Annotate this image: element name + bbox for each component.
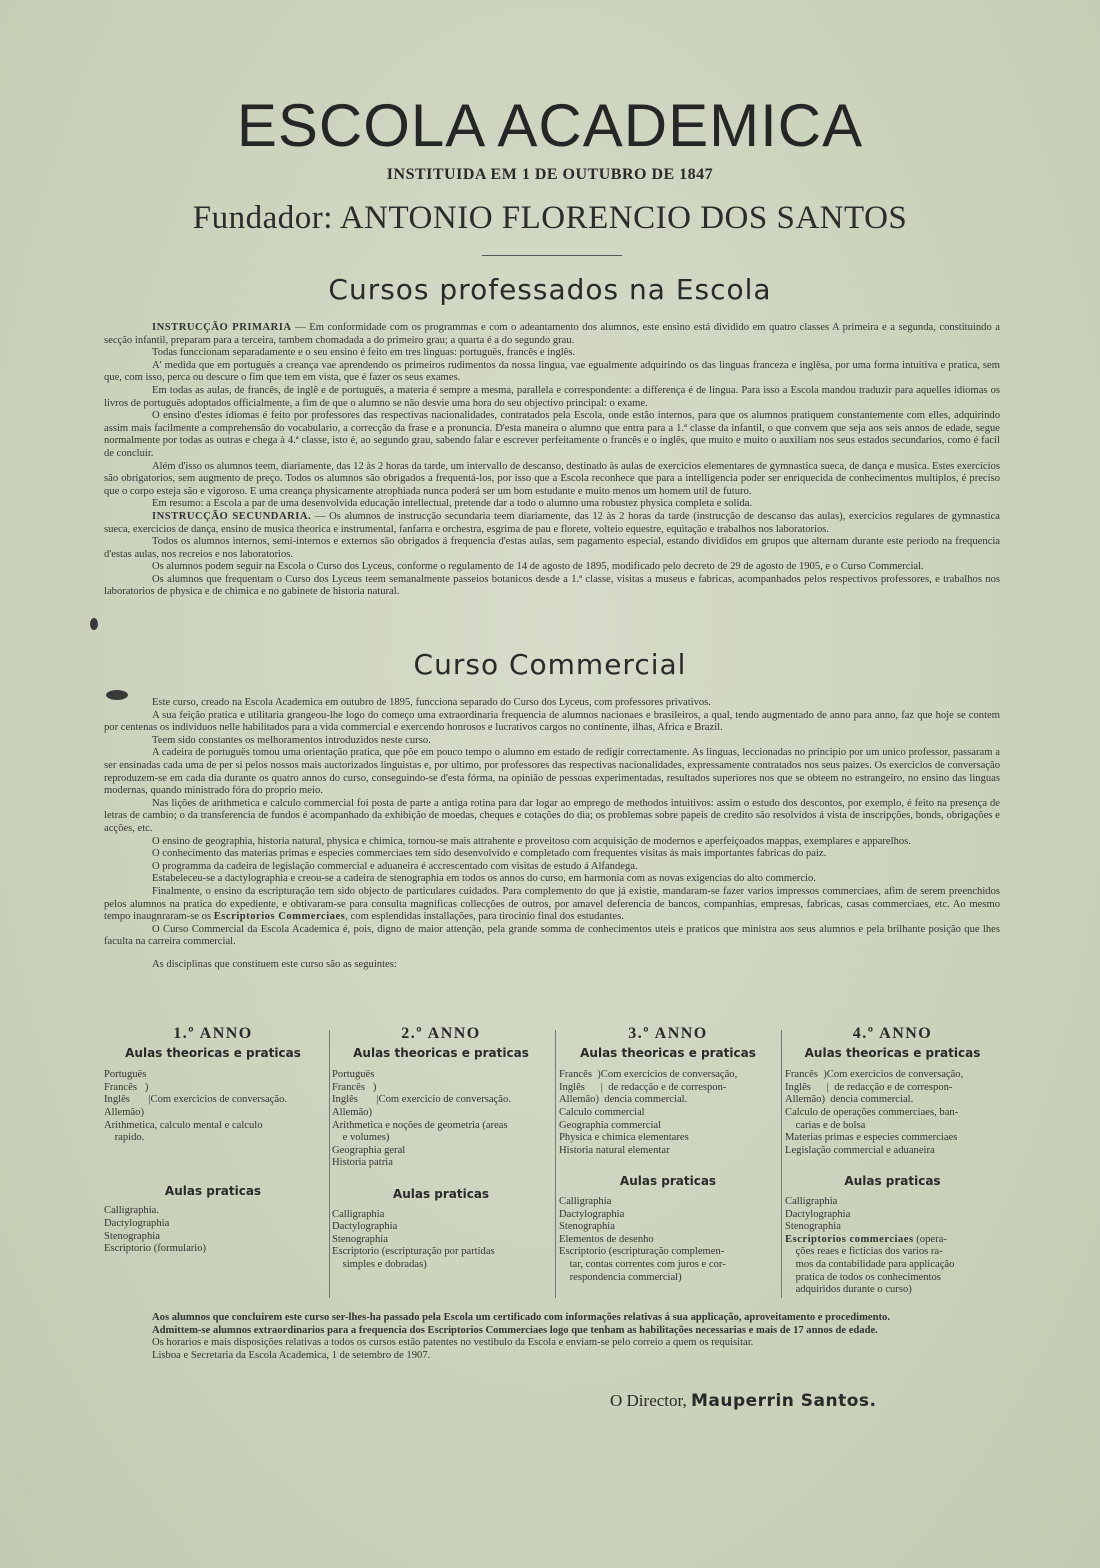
theory-list: Portuguës Francês ) Inglês |Com exercicios de conversação. Allemão) Arithmetica, calculo mental e calculo rapido. [104, 1069, 288, 1144]
offices-name: Escriptorios Commerciaes [213, 911, 346, 923]
theory-label: Aulas theoricas e praticas [353, 1045, 529, 1060]
disciplines-intro: As disciplinas que constituem este curso são as seguintes: [152, 958, 397, 970]
primary-lead: INSTRUCÇÃO PRIMARIA [152, 322, 292, 333]
theory-label: Aulas theoricas e praticas [580, 1045, 756, 1060]
year-heading: 3.º ANNO [628, 1025, 708, 1042]
practice-label: Aulas praticas [844, 1174, 941, 1189]
practice-label: Aulas praticas [619, 1174, 717, 1189]
paragraph: Todos os alumnos internos, semi-internos e externos são obrigados á frequencia d'estas aulas, sem pagamento especial, estando divididos em grupos que alternam durante este periodo na frequencia d'estas aulas, nos recreios e nos laboratorios. [104, 536, 1000, 560]
paragraph: O ensino d'estes idiomas é feito por professores das respectivas nacionalidades, contratados pela Escola, onde estão internos, para que os alumnos pratiquem constantemente com elles, adquirindo assim mais facilmente a comprehensão do vocabulario, a correcção da frase e a pronuncia. D'esta maneira o alumno que entra para a 1.ª classe da infantil, o que convem que seja aos seis annos de edade, segue normalmente por todas as outras e chega à 4.ª classe, isto é, ao segundo grau, sabendo falar e escrever perfeitamente o francês e o inglês, que muito e muito o auxiliam nos seus estados secundarios, como é facil de concluir. [104, 410, 1000, 459]
ink-blot [90, 618, 98, 630]
paragraph: Em resumo: a Escola a par de uma desenvolvida educação intellectual, pretende dar a todo o alumno uma robustez physica completa e solida. [152, 498, 753, 510]
footer-notes [104, 1312, 1000, 1362]
paragraph: O ensino de geographia, historia natural, physica e chimica, tornou-se mais attrahente e proveitoso com acquisição de modernos e aperfeiçoados mappas, exemplares e apparelhos. [152, 835, 911, 847]
year-column-4 [785, 1025, 1000, 1298]
paragraph: A' medida que em portuguës a creança vae aprendendo os primeiros rudimentos da nossa lingua, vae egualmente adquirindo os das linguas franceza e inglêsa, por uma forma intuitiva e pratica, sem que, com isso, perca ou descure o fim que tem em vista, que é fazer os seus exames. [104, 359, 1000, 384]
paragraph: A cadeira de portuguës tomou uma orientação pratica, que põe em pouco tempo o alumno em estado de redigir correctamente. As linguas, leccionadas no principio por um unico professor, passaram a ser ensinadas cada uma de per si pelos nossos mais auctorizados linguistas e, por ultimo, por professores das respectivas nacionalidades, expressamente contratados nos seus paizes. Os exercicios de conversação reproduzem-se em cada dia durante os quatro annos do curso, conseguindo-se d'esta fórma, na opinião de pessoas experimentadas, resultados superiores nos que se obteem no estrangeiro, no ensino das linguas modernas, quando ministrado fóra do proprio meio. [104, 747, 1000, 797]
paragraph: Todas funccionam separadamente e o seu ensino é feito em tres linguas: portuguës, francês e inglês. [152, 347, 576, 359]
practice-list-extra [785, 1234, 1000, 1297]
founding-date: INSTITUIDA EM 1 DE OUTUBRO DE 1847 [386, 166, 714, 183]
primary-text: — Em conformidade com os programmas e com o adeantamento dos alumnos, este ensino está dividido em quatro classes A primeira e a segunda, constituindo a secção infantil, preparam para a terceira, tambem chomadada a do primeiro grau; a quarta é a do segundo grau. [104, 322, 1000, 346]
theory-list: Portuguës Francês ) Inglês |Com exercicio de conversação. Allemão) Arithmetica e noções de geometria (areas e volumes) Geographia geral Historia patria [332, 1069, 511, 1169]
schedule-note: Os horarios e mais disposições relativas a todos os cursos estão patentes no vestibulo da Escola e enviam-se pelo correio a quem os requisitar. [152, 1337, 754, 1349]
year-column-2 [332, 1025, 550, 1298]
secondary-text: — Os alumnos de instrucção secundaria teem diariamente, das 12 às 2 horas da tarde (instrucção de descanso das aulas), exercicios regulares de gymnastica sueca, exercicios de dança, ensino de musica theorica e instrumental, fanfarra e orchestra, esgrima de pau e florete, volteio equestre, equitação e trabalhos nos laboratorios. [104, 510, 1001, 535]
practice-list: Calligraphia Dactylographia Stenographia [785, 1195, 851, 1233]
practice-list: Calligraphia Dactylographia Stenographia Elementos de desenho Escriptorio (escripturação complemen- tar, contas correntes com juros e cor- respondencia commercial) [559, 1195, 726, 1283]
theory-label: Aulas theoricas e praticas [125, 1045, 301, 1060]
date-line: Lisboa e Secretaria da Escola Academica, 1 de setembro de 1907. [152, 1349, 431, 1361]
year-heading: 4.º ANNO [852, 1025, 933, 1042]
divider-rule [482, 255, 622, 256]
paragraph: O Curso Commercial da Escola Academica é, pois, digno de maior attenção, pela grande somma de conhecimentos uteis e praticos que ministra aos seus alumnos e pela brilhante posição que lhes faculta na carreira commercial. [104, 923, 1000, 948]
practice-label: Aulas praticas [164, 1183, 262, 1198]
paragraph: O programma da cadeira de legislação commercial e aduaneira é accrescentado com visitas de estudo á Alfandega. [152, 860, 638, 872]
school-title: ESCOLA ACADEMICA [236, 92, 864, 159]
paragraph: Este curso, creado na Escola Academica em outubro de 1895, funcciona separado do Curso dos Lyceus, com professores privativos. [152, 697, 711, 708]
year-column-1 [104, 1025, 322, 1298]
paragraph: Teem sido constantes os melhoramentos introduzidos neste curso. [152, 734, 431, 746]
column-divider [555, 1030, 556, 1298]
courses-text [104, 322, 1000, 599]
paragraph: Os alumnos podem seguir na Escola o Curso dos Lyceus, conforme o regulamento de 14 de agosto de 1895, modificado pelo decreto de 29 de agosto de 1905, e o Curso Commercial. [152, 561, 924, 573]
secondary-paragraph [104, 511, 1000, 536]
admission-note: Admittem-se alumnos extraordinarios para a frequencia dos Escriptorios Commerciaes logo que tenham as habilitações necessarias e mais de 17 annos de edade. [152, 1324, 878, 1336]
theory-list: Francês )Com exercicios de conversação, Inglês | de redacção e de correspon- Allemão) dencia commercial. Calculo de operações commerciaes, ban- carias e de bolsa Materias primas e especies commerciaes Legislação commercial e aduaneira [785, 1069, 964, 1156]
paragraph: Estabeleceu-se a dactylographia e creou-se a cadeira de stenographia em todos os annos do curso, em harmonia com as novas exigencias do alto commercio. [152, 873, 816, 885]
theory-list: Francês )Com exercicios de conversação, Inglês | de redacção e de correspon- Allemão) dencia commercial. Calculo commercial Geographia commercial Physica e chimica elementares Historia natural elementar [559, 1069, 738, 1156]
signature [610, 1391, 877, 1411]
primary-paragraph [104, 322, 1000, 347]
theory-label: Aulas theoricas e praticas [804, 1045, 981, 1060]
practice-list: Calligraphia. Dactylographia Stenographia Escriptorio (formulario) [104, 1205, 207, 1255]
column-divider [329, 1030, 330, 1298]
paragraph: Nas lições de arithmetica e calculo commercial foi posta de parte a antiga rotina para dar logar ao emprego de methodos intuitivos: assim o estudo dos descontos, por exemplo, é feito na presença de letras de cambio; o da transferencia de fundos é acompanhado da exhibição de moedas, cheques e cotações do dia; os problemas sobre papeis de credito são resolvidos á vista de inscripções, bonds, obrigações e acções, etc. [104, 797, 1000, 834]
founder-line: Fundador: ANTONIO FLORENCIO DOS SANTOS [192, 200, 908, 236]
paragraph: O conhecimento das materias primas e especies commerciaes tem sido desenvolvido e completado com frequentes visitas ás mais importantes fabricas do paiz. [152, 848, 827, 860]
commercial-text [104, 697, 1000, 971]
signature-prefix: O Director, [610, 1391, 687, 1410]
year-heading: 2.º ANNO [401, 1025, 481, 1042]
year-heading: 1.º ANNO [173, 1025, 253, 1042]
text-part: , com esplendidas installações, para tirocinio final dos estudantes. [345, 911, 624, 923]
practice-list: Calligraphia Dactylographia Stenographia Escriptorio (escripturação por partidas simples e dobradas) [332, 1208, 495, 1270]
paragraph: Além d'isso os alumnos teem, diariamente, das 12 às 2 horas da tarde, um intervallo de descanso, destinado às aulas de exercicios elementares de gymnastica sueca, de dança e musica. Estes exercicios são obrigatorios, sem augmento de preço. Todos os alumnos são obrigados a frequentá-los, por isso que a Escola reconhece que para a intelligencia poder ser enriquecida de conhecimentos multiplos, é preciso que o corpo esteja são e vigoroso. E uma creança physicamente atrophiada nunca poderá ser um bom estudante e muito menos um homem util de futuro. [104, 460, 1000, 497]
paragraph: Em todas as aulas, de francês, de inglê e de portuguës, a materia é sempre a mesma, parallela e correspondente: a differença é de lingua. Para isso a Escola mandou traduzir para aquelles idiomas os livros de portuguës adoptados officialmente, a fim de que o alumno se não desvie uma hora do seu objectivo principal: o exame. [104, 384, 1000, 409]
secondary-lead: INSTRUCÇÃO SECUNDARIA. [152, 510, 312, 522]
offices-lead: Escriptorios commerciaes [785, 1233, 914, 1245]
text-part: Finalmente, o ensino da escripturação tem sido objecto de particulares cuidados. Para complemento do que já existie, mandaram-se fazer varios impressos commerciaes, afim de serem preenchidos pelos alumnos na pratica do expediente, e obtivaram-se para consulta magnificas collecções de outros, por amavel deferencia de bancos, companhias, empresas, fabricas, casas commerciaes, etc. Ao mesmo tempo inaugnraram-se os [104, 885, 1000, 923]
offices-detail: (opera- ções reaes e ficticias dos varios ra- mos da contabilidade para applicação pratica de todos os conhecimentos adquiridos durante o curso) [795, 1233, 955, 1296]
director-name: Mauperrin Santos. [690, 1391, 877, 1411]
column-divider [781, 1030, 782, 1298]
courses-title: Cursos professados na Escola [328, 273, 772, 306]
paragraph: Os alumnos que frequentam o Curso dos Lyceus teem semanalmente passeios botanicos desde a 1.ª classe, visitas a museus e fabricas, acompanhados pelos respectivos professores, e trabalhos nos laboratorios de physica e de chimica e no gabinete de historia natural. [104, 573, 1000, 598]
year-column-3 [559, 1025, 777, 1298]
practice-label: Aulas praticas [392, 1186, 490, 1201]
paragraph [104, 886, 1000, 924]
paragraph: A sua feição pratica e utilitaria grangeou-lhe logo do começo uma extraordinaria frequencia de alumnos nacionaes e brasileiros, a qual, tendo augmentado de anno para anno, faz que hoje se contem por centenas os individuos nelle habilitados para a vida commercial e exercendo honrosos e lucrativos cargos no continente, ilhas, Africa e Brazil. [104, 709, 1000, 734]
certificate-note: Aos alumnos que concluirem este curso ser-lhes-ha passado pela Escola um certificado com informações relativas á sua applicação, aproveitamento e procedimento. [152, 1312, 890, 1323]
curriculum-table [104, 1025, 1000, 1298]
commercial-title: Curso Commercial [413, 648, 687, 681]
